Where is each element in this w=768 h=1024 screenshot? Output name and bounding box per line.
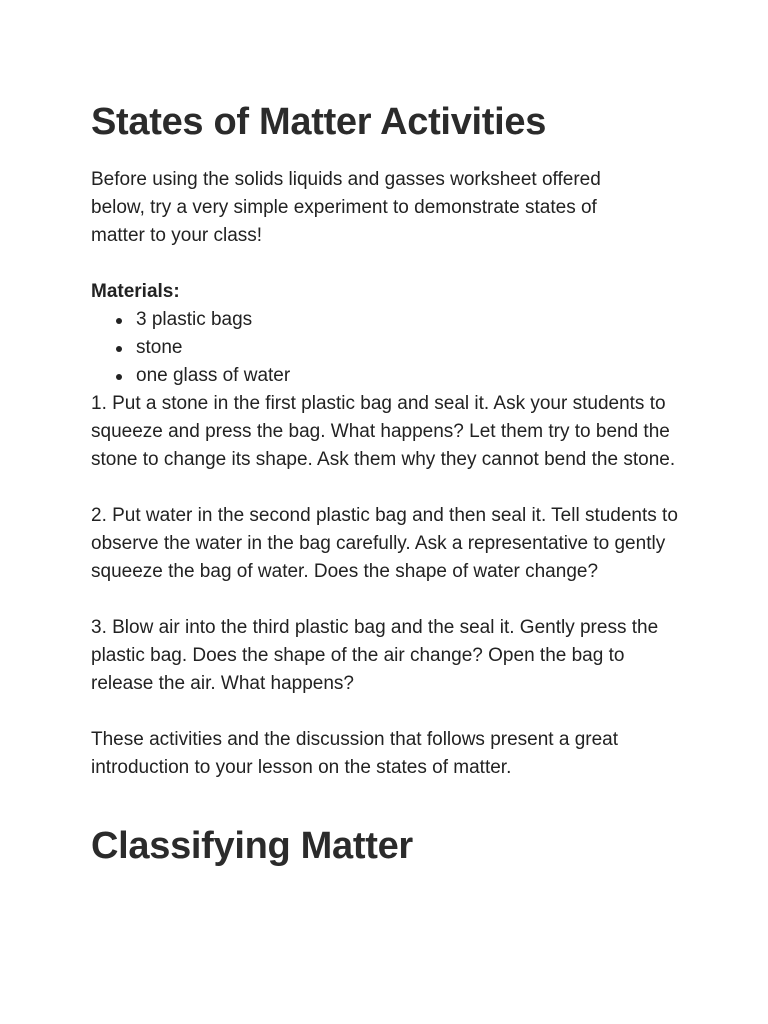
page-title: States of Matter Activities bbox=[91, 101, 547, 143]
step-2-paragraph: 2. Put water in the second plastic bag and then seal it. Tell students to observe the water in the bag carefully. Ask a representative to gently squeeze the bag of water. Does the shape of water change? bbox=[91, 505, 678, 582]
list-item: 3 plastic bags bbox=[91, 306, 691, 334]
bullet-icon bbox=[116, 318, 122, 324]
materials-list bbox=[91, 306, 691, 390]
list-item: one glass of water bbox=[91, 362, 691, 390]
conclusion-paragraph: These activities and the discussion that follows present a great introduction to your lesson on the states of matter. bbox=[91, 729, 619, 778]
bullet-icon bbox=[116, 346, 122, 352]
article bbox=[91, 96, 691, 872]
materials-heading: Materials: bbox=[91, 281, 180, 302]
list-item: stone bbox=[91, 334, 691, 362]
intro-paragraph: Before using the solids liquids and gasses worksheet offered below, try a very simple experiment to demonstrate states of matter to your class! bbox=[91, 169, 601, 246]
step-3-paragraph: 3. Blow air into the third plastic bag and the seal it. Gently press the plastic bag. Does the shape of the air change? Open the bag to release the air. What happens? bbox=[91, 617, 659, 694]
bullet-icon bbox=[116, 374, 122, 380]
step-1-paragraph: 1. Put a stone in the first plastic bag and seal it. Ask your students to squeeze and press the bag. What happens? Let them try to bend the stone to change its shape. Ask them why they cannot bend the stone. bbox=[91, 393, 676, 470]
section-heading: Classifying Matter bbox=[91, 825, 413, 867]
